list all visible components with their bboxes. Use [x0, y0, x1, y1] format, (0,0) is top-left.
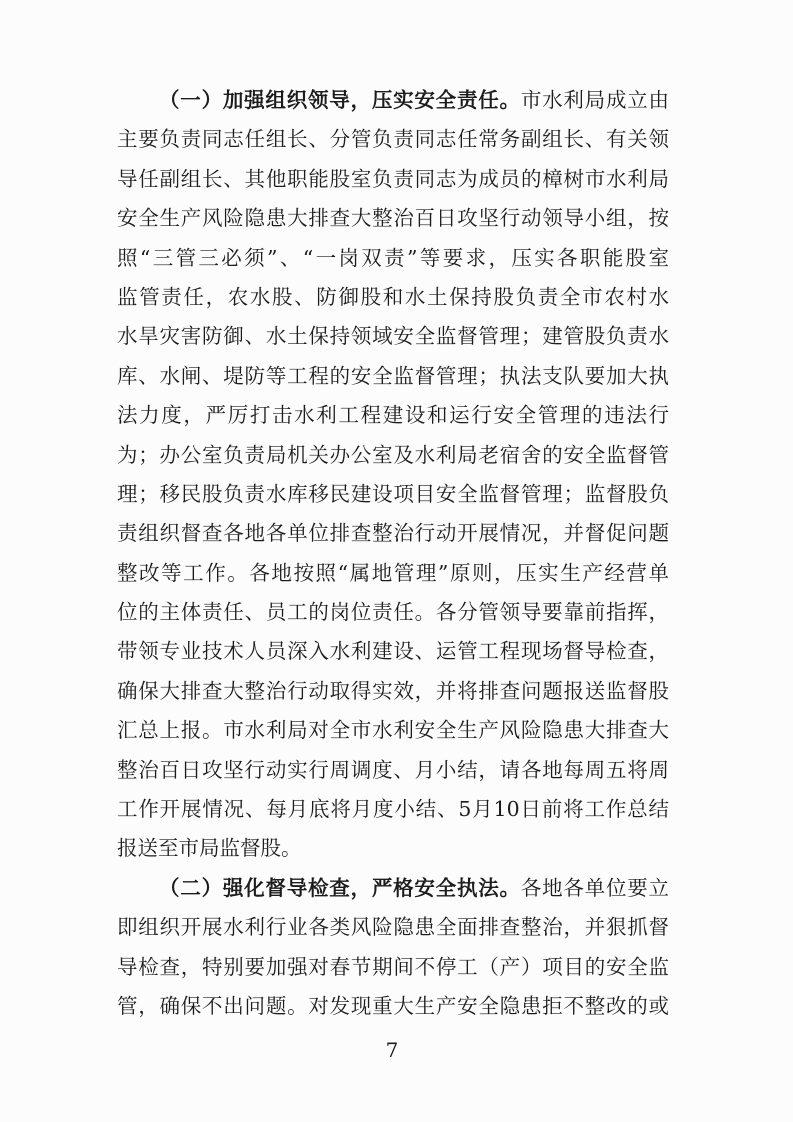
text-line: 库、水闸、堤防等工程的安全监督管理；执法支队要加大执	[117, 363, 669, 388]
text-line: 主要负责同志任组长、分管负责同志任常务副组长、有关领	[117, 127, 669, 152]
text-line: 水旱灾害防御、水土保持领域安全监督管理；建管股负责水	[117, 324, 669, 349]
text-line: 理；移民股负责水库移民建设项目安全监督管理；监督股负	[117, 481, 669, 506]
paragraph-2-first-line-text: 各地各单位要立	[520, 875, 669, 900]
paragraph-1-first-line-text: 市水利局成立由	[520, 88, 669, 112]
text-line: 汇总上报。市水利局对全市水利安全生产风险隐患大排查大	[117, 718, 669, 743]
text-line: 为；办公室负责局机关办公室及水利局老宿舍的安全监督管	[117, 442, 669, 467]
text-line: 工作开展情况、每月底将月度小结、5月10日前将工作总结	[117, 797, 669, 822]
paragraph-2-first-line	[117, 869, 669, 908]
text-line: 确保大排查大整治行动取得实效，并将排查问题报送监督股	[117, 678, 669, 703]
text-line: 导任副组长、其他职能股室负责同志为成员的樟树市水利局	[117, 166, 669, 191]
text-line: 管，确保不出问题。对发现重大生产安全隐患拒不整改的或	[117, 993, 669, 1018]
text-line: 整改等工作。各地按照“属地管理”原则，压实生产经营单	[117, 560, 669, 585]
paragraph-1-last-line: 报送至市局监督股。	[117, 836, 302, 861]
text-line: 安全生产风险隐患大排查大整治百日攻坚行动领导小组，按	[117, 206, 669, 231]
text-line: 带领专业技术人员深入水利建设、运管工程现场督导检查，	[117, 639, 669, 664]
section-heading-2: （二）强化督导检查，严格安全执法。	[159, 875, 521, 900]
section-heading-1: （一）加强组织领导，压实安全责任。	[159, 88, 521, 112]
text-line: 导检查，特别要加强对春节期间不停工（产）项目的安全监	[117, 954, 669, 979]
document-body	[117, 81, 669, 1026]
paragraph-1-first-line	[117, 81, 669, 120]
text-line: 照“三管三必须”、“一岗双责”等要求，压实各职能股室	[117, 245, 669, 270]
text-line: 法力度，严厉打击水利工程建设和运行安全管理的违法行	[117, 403, 669, 428]
page-number: 7	[385, 1038, 399, 1062]
text-line: 即组织开展水利行业各类风险隐患全面排查整治，并狠抓督	[117, 915, 669, 940]
text-line: 位的主体责任、员工的岗位责任。各分管领导要靠前指挥，	[117, 600, 669, 625]
text-line: 监管责任，农水股、防御股和水土保持股负责全市农村水	[117, 284, 669, 309]
text-line: 整治百日攻坚行动实行周调度、月小结，请各地每周五将周	[117, 757, 669, 782]
text-line: 责组织督查各地各单位排查整治行动开展情况，并督促问题	[117, 521, 669, 546]
